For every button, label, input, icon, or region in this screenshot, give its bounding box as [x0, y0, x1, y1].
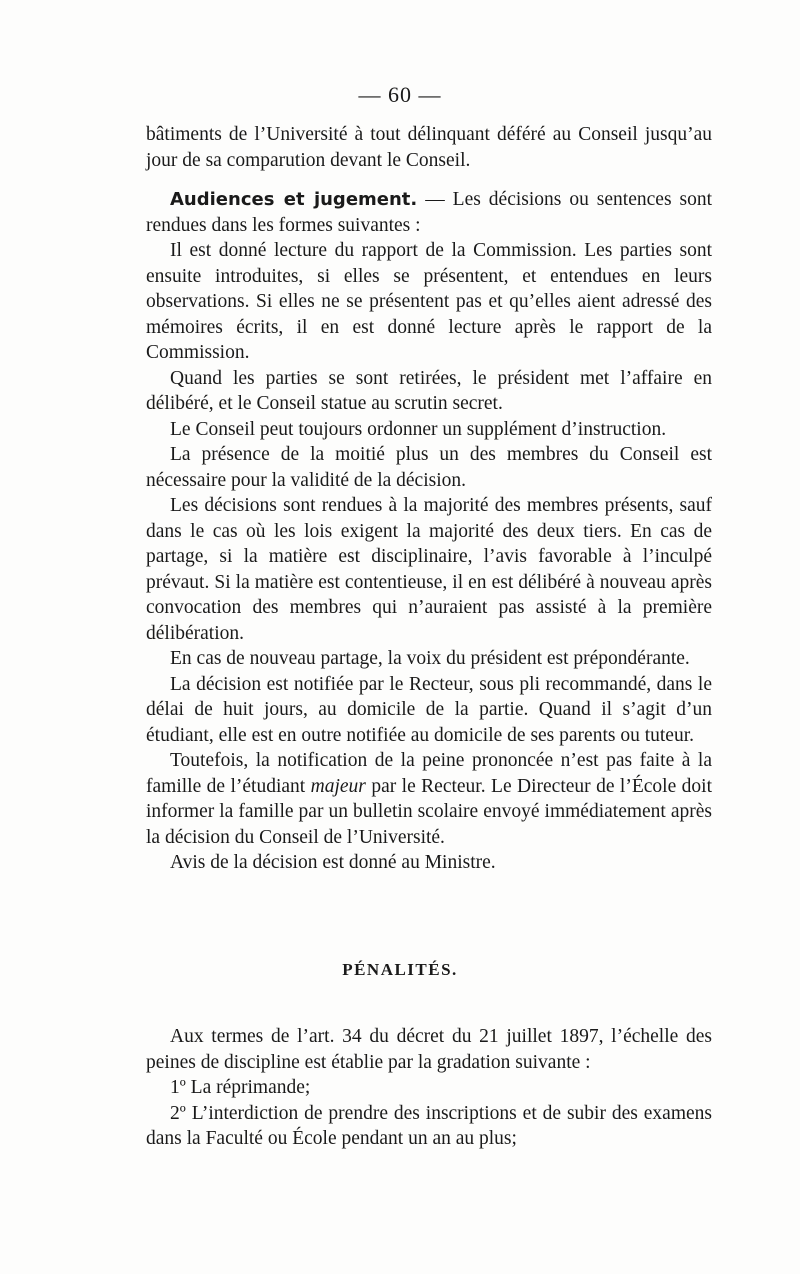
paragraph-avis: Avis de la décision est donné au Ministre.	[170, 852, 496, 873]
penalites-intro: Aux termes de l’art. 34 du décret du 21 juillet 1897, l’échelle des peines de discipline est établie par la gradation suivante :	[146, 1026, 712, 1073]
penalites-title: PÉNALITÉS.	[342, 960, 458, 979]
penalites-section	[146, 1024, 712, 1152]
audiences-intro-text: — Les décisions ou sentences sont rendues dans les formes suivantes :	[146, 189, 712, 236]
paragraph-quorum: La présence de la moitié plus un des membres du Conseil est nécessaire pour la validité de la décision.	[146, 444, 712, 491]
audiences-heading: Audiences et jugement.	[170, 189, 418, 210]
toutefois-italic-word: majeur	[310, 775, 366, 797]
toutefois-text-end: par le Recteur. Le Directeur de l’École doit informer la famille par un bulletin scolaire envoyé immédiatement après la décision du Conseil de l’Université.	[146, 775, 712, 848]
paragraph-instruction: Le Conseil peut toujours ordonner un supplément d’instruction.	[170, 418, 667, 440]
penalite-item-1: 1º La réprimande;	[170, 1077, 311, 1098]
top-paragraph: bâtiments de l’Université à tout délinquant déféré au Conseil jusqu’au jour de sa comparution devant le Conseil.	[146, 124, 712, 171]
page-number: — 60 —	[358, 82, 442, 107]
top-text-block	[146, 122, 712, 173]
toutefois-text-start: Toutefois, la notification de la peine prononcée n’est pas faite à la famille de l’étudiant	[146, 750, 712, 797]
paragraph-partage: En cas de nouveau partage, la voix du président est prépondérante.	[170, 648, 690, 669]
penalite-item-2: 2º L’interdiction de prendre des inscriptions et de subir des examens dans la Faculté ou École pendant un an au plus;	[146, 1102, 712, 1149]
paragraph-notification: La décision est notifiée par le Recteur, sous pli recommandé, dans le délai de huit jours, au domicile de la partie. Quand il s’agit d’un étudiant, elle est en outre notifiée au domicile de ses parents ou tuteur.	[146, 673, 712, 746]
paragraph-lecture: Il est donné lecture du rapport de la Commission. Les parties sont ensuite introduites, si elles se présentent, et entendues en leurs observations. Si elles ne se présentent pas et qu’elles aient adressé des mémoires écrits, il en est donné lecture après le rapport de la Commission.	[146, 240, 712, 363]
paragraph-deliberation: Quand les parties se sont retirées, le président met l’affaire en délibéré, et le Conseil statue au scrutin secret.	[146, 367, 712, 414]
audiences-section	[146, 187, 712, 876]
paragraph-majorite: Les décisions sont rendues à la majorité des membres présents, sauf dans le cas où les lois exigent la majorité des deux tiers. En cas de partage, si la matière est disciplinaire, l’avis favorable à l’inculpé prévaut. Si la matière est contentieuse, il en est délibéré à nouveau après convocation des membres qui n’auraient pas assisté à la première délibération.	[146, 495, 712, 644]
paragraph-toutefois	[146, 748, 712, 850]
audiences-intro-paragraph	[146, 187, 712, 238]
